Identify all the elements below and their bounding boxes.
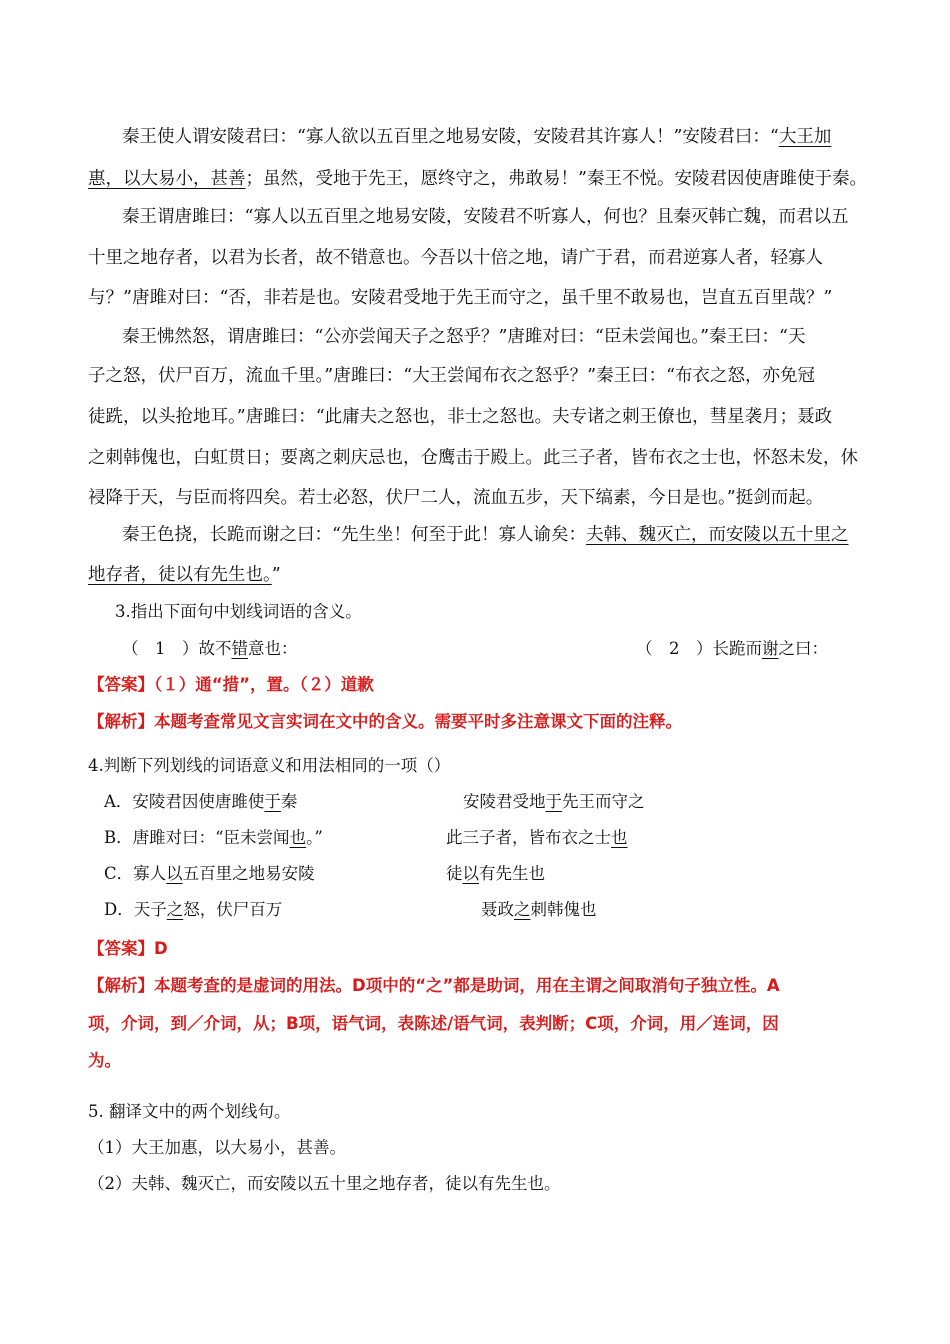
text: C．寡人: [104, 864, 167, 883]
text: 五百里之地易安陵: [182, 864, 315, 883]
q4-question: 4.判断下列划线的词语意义和用法相同的一项（）: [88, 756, 451, 775]
q3-analysis: 【解析】本题考查常见文言实词在文中的含义。需要平时多注意课文下面的注释。: [88, 712, 682, 731]
passage-p1-line2: [88, 167, 867, 191]
underlined-word: 以: [166, 864, 183, 883]
text: 之曰：: [778, 639, 828, 658]
text: B．唐雎对曰：“臣未尝闻: [104, 828, 290, 847]
text: A．安陵君因使唐雎使: [104, 792, 265, 811]
text: 意也：: [248, 639, 298, 658]
text: 此三子者，皆布衣之士: [446, 828, 611, 847]
q4-option-a-left: [104, 790, 297, 814]
q4-option-a-right: [463, 790, 645, 814]
underlined-word: 之: [166, 900, 184, 919]
passage-p3-line4: 之刺韩傀也，白虹贯日；要离之刺庆忌也，仓鹰击于殿上。此三子者，皆布衣之士也，怀怒未发，休: [88, 448, 858, 468]
passage-p2-line1: 秦王谓唐雎曰：“寡人以五百里之地易安陵，安陵君不听寡人，何也？且秦灭韩亡魏，而君以五: [122, 207, 849, 227]
q3-question: 3.指出下面句中划线词语的含义。: [115, 602, 362, 621]
passage-p3-line1: 秦王怫然怒，谓唐雎曰：“公亦尝闻天子之怒乎？”唐雎对曰：“臣未尝闻也。”秦王曰：“天: [122, 327, 806, 347]
text: D．天子: [104, 900, 167, 919]
text: 安陵君受地: [463, 792, 546, 811]
text: 刺韩傀也: [530, 900, 597, 919]
q4-option-b-left: [104, 826, 323, 850]
q4-option-d-left: [104, 898, 282, 922]
underlined-text: 大王加: [778, 127, 832, 147]
text: 先王而守之: [562, 792, 645, 811]
text: ；虽然，受地于先王，愿终守之，弗敢易！”秦王不悦。安陵君因使唐雎使于秦。: [245, 169, 867, 189]
underlined-text: 惠，以大易小，甚善: [88, 169, 246, 189]
passage-p3-line3: 徒跣，以头抢地耳。”唐雎曰：“此庸夫之怒也，非士之怒也。夫专诸之刺王僚也，彗星袭月；聂政: [88, 407, 833, 427]
passage-p4-line2: [88, 563, 281, 587]
text: （ 2 ）长跪而: [636, 639, 762, 658]
passage-p2-line3: 与？”唐雎对曰：“否，非若是也。安陵君受地于先王而守之，虽千里不敢易也，岂直五百里哉？”: [88, 288, 833, 308]
underlined-word: 谢: [762, 639, 779, 658]
text: 秦王色挠，长跪而谢之曰：“先生坐！何至于此！寡人谕矣：: [122, 525, 586, 545]
q3-item-2: [636, 637, 828, 661]
q4-analysis-line2: 项，介词，到／介词，从；B项，语气词，表陈述/语气词，表判断；C项，介词，用／连词，因: [88, 1014, 779, 1033]
q3-item-1: [122, 637, 298, 661]
text: （ 1 ）故不: [122, 639, 232, 658]
q4-analysis-line1: 【解析】本题考查的是虚词的用法。D项中的“之”都是助词，用在主谓之间取消句子独立性。A: [88, 976, 780, 995]
underlined-word: 也: [289, 828, 307, 847]
text: 秦王使人谓安陵君曰：“寡人欲以五百里之地易安陵，安陵君其许寡人！”安陵君曰：“: [122, 127, 779, 147]
q4-option-d-right: [481, 898, 597, 922]
q5-item-1: （1）大王加惠，以大易小，甚善。: [88, 1138, 346, 1157]
text: 秦: [280, 792, 298, 811]
passage-p1-line1: [122, 125, 831, 149]
q4-option-b-right: [446, 826, 628, 850]
text: 聂政: [481, 900, 514, 919]
passage-p3-line2: 子之怒，伏尸百万，流血千里。”唐雎曰：“大王尝闻布衣之怒乎？”秦王曰：“布衣之怒，亦免冠: [88, 366, 816, 386]
text: 徒: [446, 864, 463, 883]
text: ”: [271, 565, 281, 585]
underlined-word: 也: [611, 828, 628, 847]
q4-option-c-right: [446, 862, 545, 886]
underlined-word: 以: [462, 864, 479, 883]
text: 有先生也: [479, 864, 545, 883]
q5-question: 5. 翻译文中的两个划线句。: [88, 1102, 291, 1121]
underlined-text: 夫韩、魏灭亡，而安陵以五十里之: [585, 525, 849, 545]
q5-item-2: （2）夫韩、魏灭亡，而安陵以五十里之地存者，徒以有先生也。: [88, 1174, 561, 1193]
passage-p2-line2: 十里之地存者，以君为长者，故不错意也。今吾以十倍之地，请广于君，而君逆寡人者，轻寡人: [88, 248, 823, 268]
text: 怒，伏尸百万: [183, 900, 283, 919]
underlined-word: 于: [264, 792, 281, 811]
underlined-word: 错: [231, 639, 248, 658]
underlined-text: 地存者，徒以有先生也。: [88, 565, 272, 585]
text: 。”: [306, 828, 323, 847]
q3-answer: 【答案】（１）通“措”，置。（２）道歉: [88, 675, 374, 694]
passage-p4-line1: [122, 523, 848, 547]
underlined-word: 之: [514, 900, 531, 919]
q4-answer: 【答案】D: [88, 939, 168, 958]
q4-analysis-line3: 为。: [88, 1051, 121, 1070]
underlined-word: 于: [545, 792, 562, 811]
passage-p3-line5: 祲降于天，与臣而将四矣。若士必怒，伏尸二人，流血五步，天下缟素，今日是也。”挺剑而起。: [88, 488, 824, 508]
q4-option-c-left: [104, 862, 315, 886]
